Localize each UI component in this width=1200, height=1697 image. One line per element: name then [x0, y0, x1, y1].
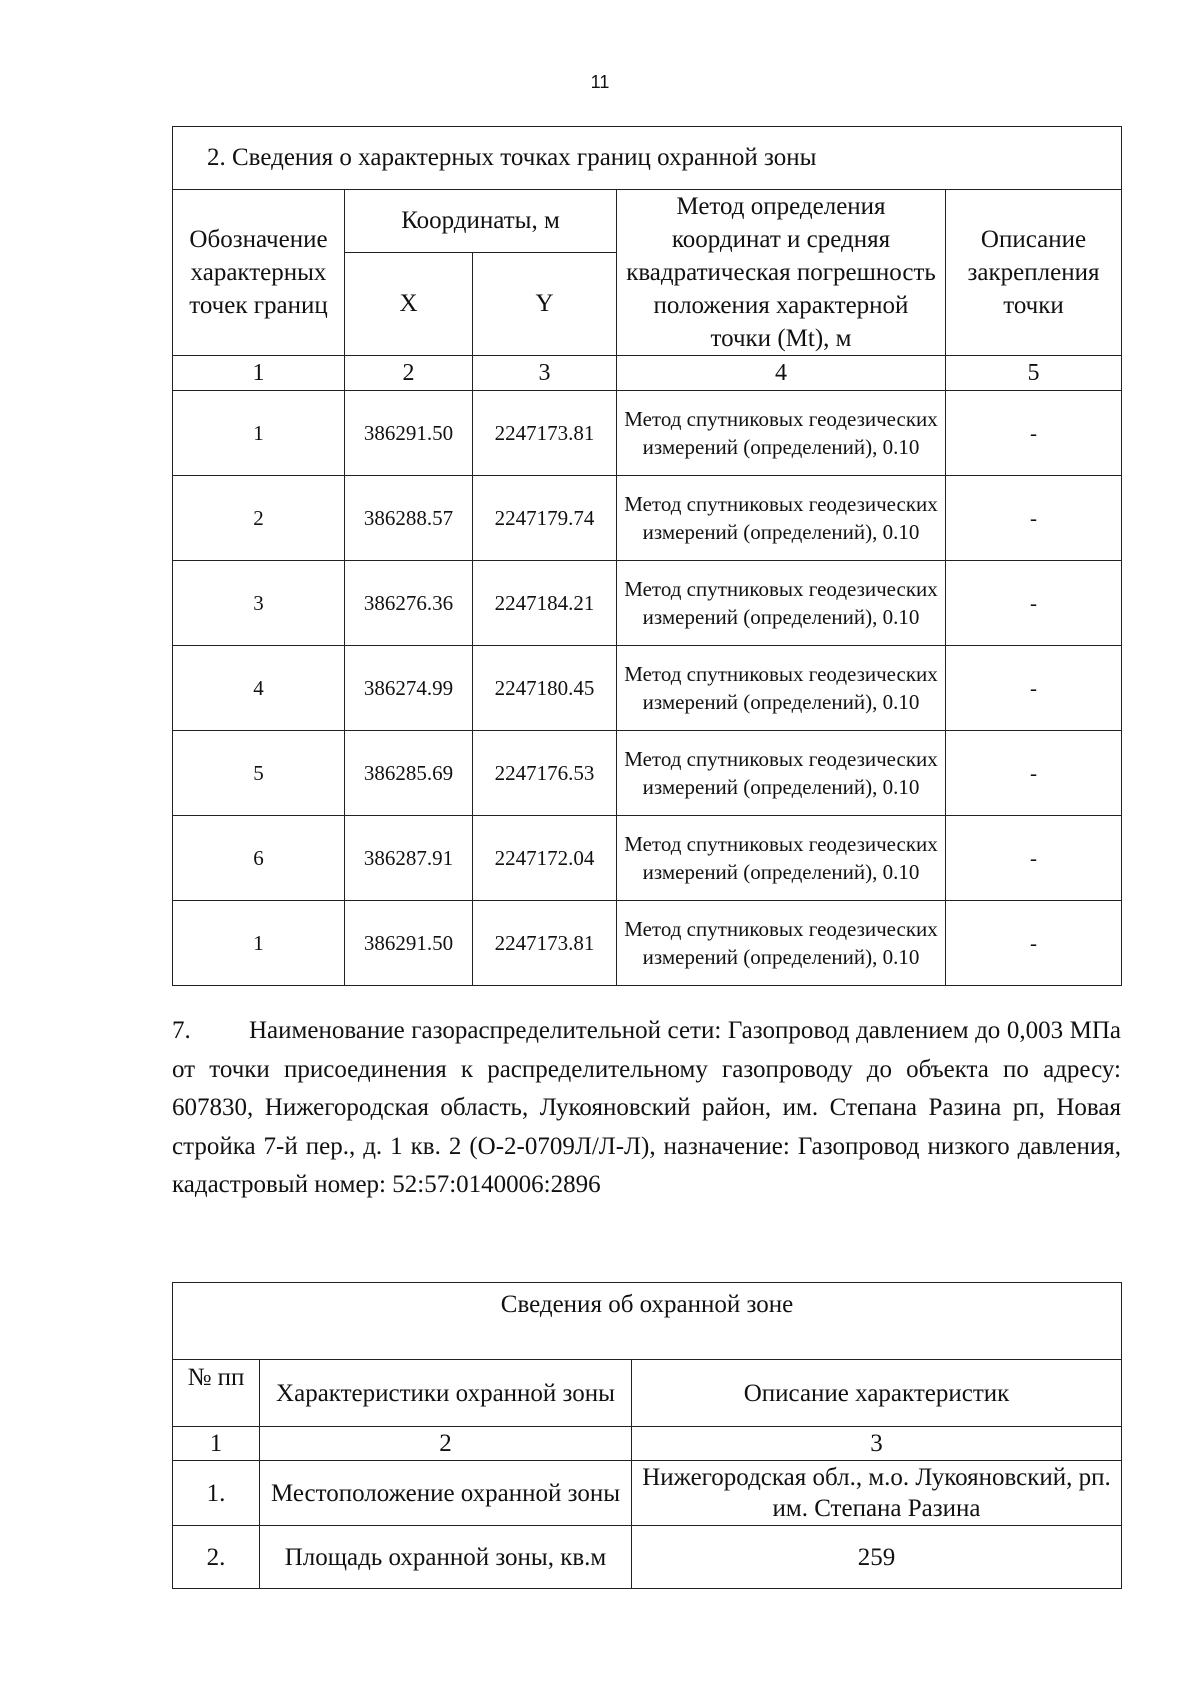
table-row [173, 816, 1122, 901]
method-text: Метод спутниковых геодезических измерений (определений), 0.10 [617, 646, 946, 731]
method-text: Метод спутниковых геодезических измерений (определений), 0.10 [617, 561, 946, 646]
column-number: 1 [173, 356, 345, 391]
header-num: № пп [173, 1360, 260, 1427]
column-number: 5 [946, 356, 1122, 391]
header-description: Описание характеристик [632, 1360, 1122, 1427]
characteristic-name: Местоположение охранной зоны [260, 1461, 632, 1526]
point-id: 3 [173, 561, 345, 646]
fixing-description: - [946, 646, 1122, 731]
header-description: Описание закрепления точки [946, 190, 1122, 356]
column-number: 3 [473, 356, 617, 391]
point-id: 4 [173, 646, 345, 731]
method-text: Метод спутниковых геодезических измерений (определений), 0.10 [617, 391, 946, 476]
header-x: X [345, 252, 473, 356]
header-characteristic: Характеристики охранной зоны [260, 1360, 632, 1427]
protection-zone-table [172, 1282, 1122, 1589]
method-text: Метод спутниковых геодезических измерений (определений), 0.10 [617, 816, 946, 901]
column-number: 4 [617, 356, 946, 391]
coord-y: 2247184.21 [473, 561, 617, 646]
page-number: 11 [590, 72, 610, 92]
method-text: Метод спутниковых геодезических измерений (определений), 0.10 [617, 476, 946, 561]
characteristic-value: Нижегородская обл., м.о. Лукояновский, рп. им. Степана Разина [632, 1461, 1122, 1526]
boundary-points-table [172, 126, 1122, 986]
fixing-description: - [946, 901, 1122, 986]
table-row [173, 1526, 1122, 1589]
table-row [173, 391, 1122, 476]
coord-y: 2247176.53 [473, 731, 617, 816]
header-method: Метод определения координат и средняя квадратическая погрешность положения характерной точки (Mt), м [617, 190, 946, 356]
coord-y: 2247179.74 [473, 476, 617, 561]
row-number: 2. [173, 1526, 260, 1589]
column-number: 1 [173, 1427, 260, 1461]
header-coordinates: Координаты, м [345, 190, 617, 253]
method-text: Метод спутниковых геодезических измерений (определений), 0.10 [617, 731, 946, 816]
header-designation: Обозначение характерных точек границ [173, 190, 345, 356]
coord-y: 2247180.45 [473, 646, 617, 731]
point-id: 1 [173, 901, 345, 986]
table-title: Сведения об охранной зоне [173, 1283, 1122, 1360]
method-text: Метод спутниковых геодезических измерений (определений), 0.10 [617, 901, 946, 986]
point-id: 5 [173, 731, 345, 816]
column-number: 2 [345, 356, 473, 391]
table-row [173, 901, 1122, 986]
header-y: Y [473, 252, 617, 356]
coord-x: 386291.50 [345, 391, 473, 476]
coord-x: 386285.69 [345, 731, 473, 816]
section-paragraph [172, 1012, 1121, 1205]
fixing-description: - [946, 816, 1122, 901]
characteristic-name: Площадь охранной зоны, кв.м [260, 1526, 632, 1589]
fixing-description: - [946, 391, 1122, 476]
row-number: 1. [173, 1461, 260, 1526]
point-id: 2 [173, 476, 345, 561]
table-row [173, 476, 1122, 561]
coord-y: 2247173.81 [473, 901, 617, 986]
coord-x: 386274.99 [345, 646, 473, 731]
coord-y: 2247172.04 [473, 816, 617, 901]
column-number: 2 [260, 1427, 632, 1461]
coord-x: 386291.50 [345, 901, 473, 986]
fixing-description: - [946, 731, 1122, 816]
table-row [173, 731, 1122, 816]
coord-x: 386276.36 [345, 561, 473, 646]
point-id: 1 [173, 391, 345, 476]
table-row [173, 1461, 1122, 1526]
section-number: 7. [172, 1017, 191, 1044]
fixing-description: - [946, 476, 1122, 561]
coord-x: 386288.57 [345, 476, 473, 561]
coord-x: 386287.91 [345, 816, 473, 901]
table-row [173, 646, 1122, 731]
table-title: 2. Сведения о характерных точках границ охранной зоны [173, 127, 1122, 190]
characteristic-value: 259 [632, 1526, 1122, 1589]
table-row [173, 561, 1122, 646]
section-text: Наименование газораспределительной сети: Газопровод давлением до 0,003 МПа от точки присоединения к распределительному газопроводу до объекта по адресу: 607830, Нижегородская область, Лукояновский район, им. Степана Разина рп, Новая стройка 7-й пер., д. 1 кв. 2 (О-2-0709Л/Л-Л), назначение: Газопровод низкого давления, кадастровый номер: 52:57:0140006:2896 [172, 1017, 1121, 1198]
column-number: 3 [632, 1427, 1122, 1461]
point-id: 6 [173, 816, 345, 901]
fixing-description: - [946, 561, 1122, 646]
coord-y: 2247173.81 [473, 391, 617, 476]
